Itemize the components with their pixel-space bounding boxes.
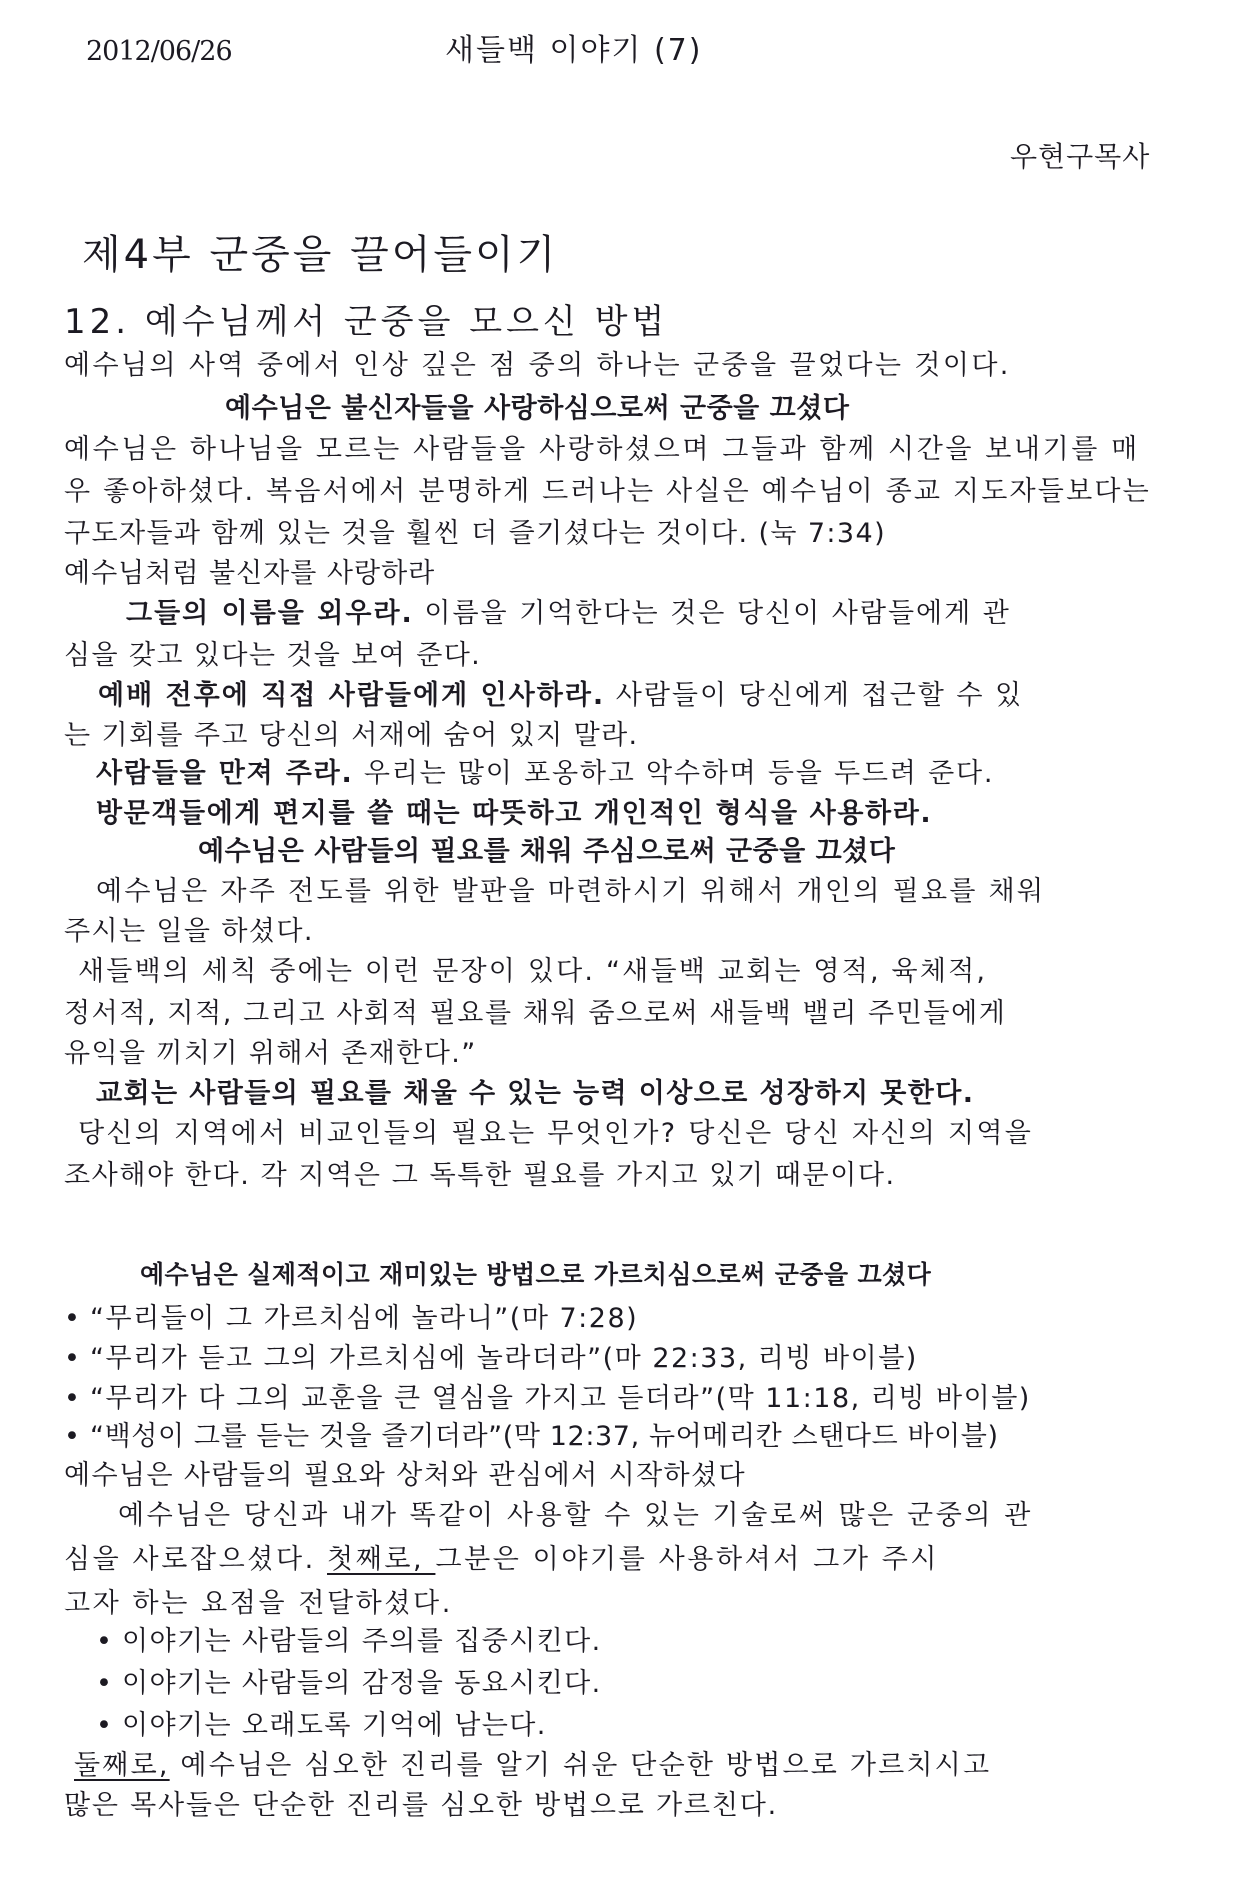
- quote-item: [64, 1305, 638, 1332]
- intro-paragraph: 예수님의 사역 중에서 인상 깊은 점 중의 하나는 군중을 끌었다는 것이다.: [64, 350, 1011, 381]
- bullet-icon: •: [64, 1383, 82, 1414]
- point-lead: 그들의 이름을 외우라.: [126, 598, 414, 629]
- paragraph-text: 그분은 이야기를 사용하셔서 그가 주시: [435, 1544, 940, 1575]
- section2-survey-line: 당신의 지역에서 비교인들의 필요는 무엇인가? 당신은 당신 자신의 지역을: [78, 1118, 1034, 1149]
- second-point-line: 많은 목사들은 단순한 진리를 심오한 방법으로 가르친다.: [64, 1790, 778, 1821]
- story-point: [96, 1628, 602, 1655]
- story-point-text: 이야기는 오래도록 기억에 남는다.: [122, 1710, 547, 1741]
- section-heading-2: 예수님은 사람들의 필요를 채워 주심으로써 군중을 끄셨다: [198, 836, 896, 867]
- section2-survey-line: 조사해야 한다. 각 지역은 그 독특한 필요를 가지고 있기 때문이다.: [64, 1160, 896, 1191]
- chapter-title: 12. 예수님께서 군중을 모으신 방법: [64, 302, 669, 342]
- section2-emphasis: 교회는 사람들의 필요를 채울 수 있는 능력 이상으로 성장하지 못한다.: [96, 1078, 975, 1109]
- point-greet-people: [98, 682, 1023, 709]
- quote-item: [64, 1345, 918, 1372]
- document-title: 새들백 이야기 (7): [445, 33, 703, 68]
- part-title: 제4부 군중을 끌어들이기: [82, 232, 559, 278]
- quote-text: “무리가 듣고 그의 가르치심에 놀라더라”(마 22:33, 리빙 바이블): [90, 1343, 918, 1374]
- quote-text: “무리들이 그 가르치심에 놀라니”(마 7:28): [90, 1303, 639, 1334]
- section3-paragraph-line: [64, 1546, 939, 1573]
- story-point-text: 이야기는 사람들의 감정을 동요시킨다.: [122, 1668, 602, 1699]
- author-name: 우현구목사: [1010, 140, 1151, 173]
- point-lead: 예배 전후에 직접 사람들에게 인사하라.: [98, 680, 606, 711]
- section1-paragraph-line: 예수님은 하나님을 모르는 사람들을 사랑하셨으며 그들과 함께 시간을 보내기를 매: [64, 434, 1140, 465]
- quote-text: “백성이 그를 듣는 것을 즐기더라”(막 12:37, 뉴어메리칸 스탠다드 바이블): [90, 1421, 999, 1452]
- section-heading-1: 예수님은 불신자들을 사랑하심으로써 군중을 끄셨다: [225, 393, 850, 424]
- point-touch-people: [96, 760, 994, 787]
- section1-subheading: 예수님처럼 불신자를 사랑하라: [64, 558, 436, 589]
- paragraph-text: 예수님은 심오한 진리를 알기 쉬운 단순한 방법으로 가르치시고: [169, 1750, 992, 1781]
- bullet-icon: •: [96, 1668, 114, 1699]
- point-continuation: 는 기회를 주고 당신의 서재에 숨어 있지 말라.: [64, 720, 639, 751]
- section2-bylaw-line: 유익을 끼치기 위해서 존재한다.”: [64, 1038, 477, 1069]
- quote-text: “무리가 다 그의 교훈을 큰 열심을 가지고 듣더라”(막 11:18, 리빙 바이블): [90, 1383, 1031, 1414]
- point-rest: 이름을 기억한다는 것은 당신이 사람들에게 관: [413, 598, 1011, 629]
- quote-item: [64, 1385, 1031, 1412]
- section2-bylaw-line: 정서적, 지적, 그리고 사회적 필요를 채워 줌으로써 새들백 밸리 주민들에게: [64, 998, 1007, 1029]
- bullet-icon: •: [96, 1626, 114, 1657]
- bullet-icon: •: [96, 1710, 114, 1741]
- point-continuation: 심을 갖고 있다는 것을 보여 준다.: [64, 640, 482, 671]
- story-point-text: 이야기는 사람들의 주의를 집중시킨다.: [122, 1626, 602, 1657]
- second-label: 둘째로,: [74, 1750, 170, 1781]
- second-point-line: [74, 1752, 991, 1779]
- bullet-icon: •: [64, 1421, 81, 1452]
- quote-item: [64, 1423, 999, 1450]
- story-point: [96, 1670, 602, 1697]
- point-remember-names: [126, 600, 1011, 627]
- section1-paragraph-line: 구도자들과 함께 있는 것을 훨씬 더 즐기셨다는 것이다. (눅 7:34): [64, 518, 887, 549]
- first-label: 첫째로,: [327, 1544, 436, 1575]
- section2-paragraph-line: 예수님은 자주 전도를 위한 발판을 마련하시기 위해서 개인의 필요를 채워: [96, 876, 1046, 907]
- section2-bylaw-line: 새들백의 세칙 중에는 이런 문장이 있다. “새들백 교회는 영적, 육체적,: [78, 956, 988, 987]
- story-point: [96, 1712, 547, 1739]
- document-date: 2012/06/26: [86, 36, 232, 67]
- section1-paragraph-line: 우 좋아하셨다. 복음서에서 분명하게 드러나는 사실은 예수님이 종교 지도자들보다는: [64, 476, 1151, 507]
- section-heading-3: 예수님은 실제적이고 재미있는 방법으로 가르치심으로써 군중을 끄셨다: [140, 1260, 932, 1289]
- point-rest: 사람들이 당신에게 접근할 수 있: [605, 680, 1024, 711]
- section3-paragraph-line: 예수님은 당신과 내가 똑같이 사용할 수 있는 기술로써 많은 군중의 관: [118, 1500, 1033, 1531]
- section3-subheading: 예수님은 사람들의 필요와 상처와 관심에서 시작하셨다: [64, 1460, 746, 1491]
- point-warm-letters: 방문객들에게 편지를 쓸 때는 따뜻하고 개인적인 형식을 사용하라.: [96, 798, 933, 829]
- bullet-icon: •: [64, 1343, 82, 1374]
- paragraph-text: 심을 사로잡으셨다.: [64, 1544, 328, 1575]
- bullet-icon: •: [64, 1303, 82, 1334]
- point-rest: 우리는 많이 포옹하고 악수하며 등을 두드려 준다.: [353, 758, 995, 789]
- section3-paragraph-line: 고자 하는 요점을 전달하셨다.: [64, 1588, 453, 1619]
- point-lead: 사람들을 만져 주라.: [96, 758, 354, 789]
- section2-paragraph-line: 주시는 일을 하셨다.: [64, 916, 314, 947]
